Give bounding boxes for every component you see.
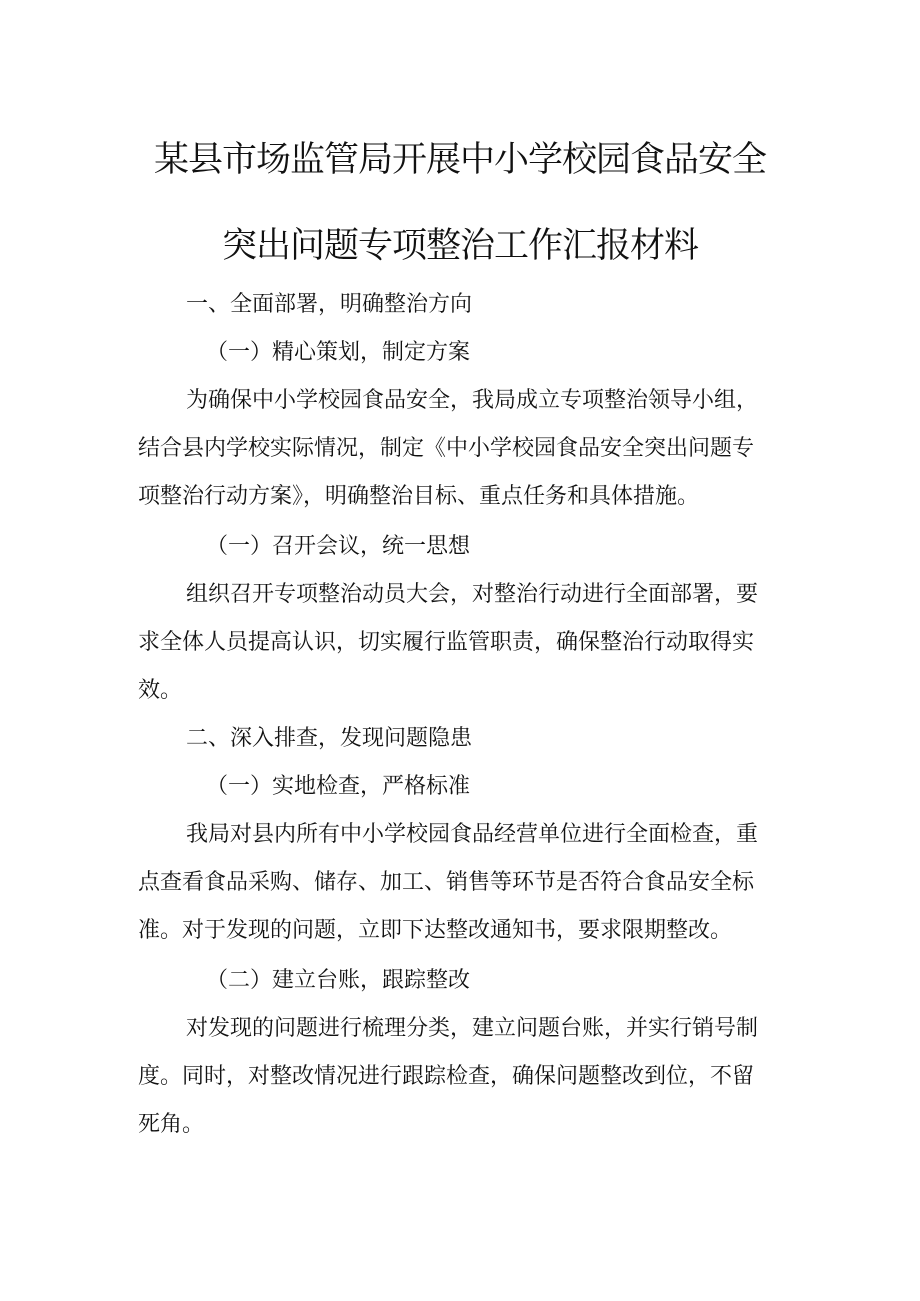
- section-1-heading: 一、全面部署，明确整治方向: [186, 292, 473, 317]
- paragraph-line: 准。对于发现的问题，立即下达整改通知书，要求限期整改。: [138, 918, 733, 943]
- paragraph-line: 死角。: [138, 1112, 205, 1137]
- section-1-sub-1-heading: （一）精心策划，制定方案: [206, 340, 471, 365]
- paragraph-line: 对发现的问题进行梳理分类，建立问题台账，并实行销号制: [186, 1016, 759, 1041]
- section-2-sub-2-heading: （二）建立台账，跟踪整改: [206, 968, 471, 993]
- paragraph-line: 项整治行动方案》，明确整治目标、重点任务和具体措施。: [138, 484, 700, 509]
- paragraph-line: 效。: [138, 678, 183, 703]
- document-title-line-1: 某县市场监管局开展中小学校园食品安全: [153, 140, 766, 180]
- paragraph-line: 求全体人员提高认识，切实履行监管职责，确保整治行动取得实: [138, 630, 755, 655]
- section-2-sub-1-heading: （一）实地检查，严格标准: [206, 774, 471, 799]
- document-title-line-2: 突出问题专项整治工作汇报材料: [221, 226, 698, 266]
- section-1-sub-2-heading: （一）召开会议，统一思想: [206, 534, 471, 559]
- paragraph-line: 度。同时，对整改情况进行跟踪检查，确保问题整改到位，不留: [138, 1064, 755, 1089]
- paragraph-line: 为确保中小学校园食品安全，我局成立专项整治领导小组，: [186, 388, 759, 413]
- section-2-heading: 二、深入排查，发现问题隐患: [186, 726, 473, 751]
- paragraph-line: 点查看食品采购、储存、加工、销售等环节是否符合食品安全标: [138, 870, 755, 895]
- paragraph-line: 我局对县内所有中小学校园食品经营单位进行全面检查，重: [186, 822, 759, 847]
- paragraph-line: 结合县内学校实际情况，制定《中小学校园食品安全突出问题专: [138, 436, 755, 461]
- paragraph-line: 组织召开专项整治动员大会，对整治行动进行全面部署，要: [186, 582, 759, 607]
